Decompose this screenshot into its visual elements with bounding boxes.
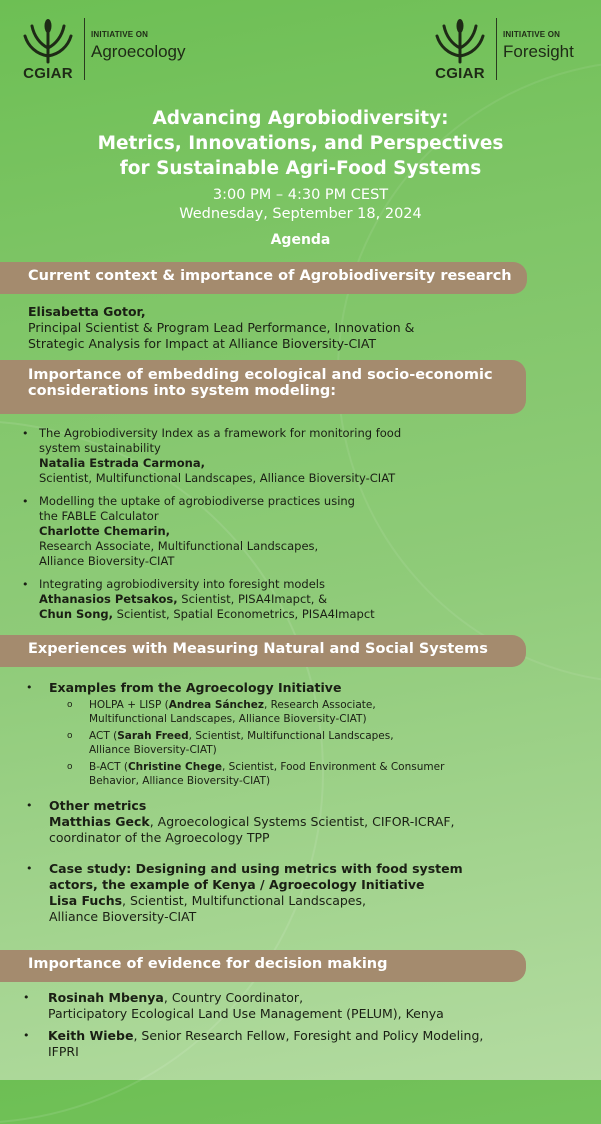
- speaker-name: Matthias Geck: [49, 814, 150, 829]
- speaker-role: , Country Coordinator,: [163, 990, 304, 1005]
- initiative-kicker: INITIATIVE ON: [503, 30, 561, 39]
- title-line: for Sustainable Agri-Food Systems: [119, 158, 482, 179]
- speaker-name: Christine Chege: [127, 761, 222, 773]
- agenda-item: [22, 577, 579, 622]
- agenda-item: [23, 990, 593, 1022]
- speaker-role: IFPRI: [48, 1044, 79, 1059]
- talk-title: the FABLE Calculator: [39, 509, 159, 523]
- speaker-name: Lisa Fuchs: [49, 893, 123, 908]
- agenda-item: [23, 1028, 593, 1060]
- sub-item: [67, 760, 589, 788]
- speaker-role: , Scientist, Food Environment & Consumer: [221, 761, 445, 773]
- event-time: [0, 186, 601, 224]
- talk-title: The Agrobiodiversity Index as a framework for monitoring food: [39, 426, 402, 440]
- event-date: Wednesday, September 18, 2024: [179, 206, 422, 222]
- section-banner: [0, 635, 526, 667]
- cgiar-wheat-logo-icon: [434, 18, 486, 64]
- speaker-role: Principal Scientist & Program Lead Performance, Innovation &: [28, 320, 415, 335]
- agenda-item: [26, 861, 589, 925]
- talk-title: Modelling the uptake of agrobiodiverse practices using: [39, 494, 355, 508]
- metric-name: B-ACT (: [89, 761, 128, 773]
- speaker-name: Sarah Freed: [117, 730, 189, 742]
- speaker-role: Scientist, PISA4Imapct, &: [177, 592, 328, 606]
- initiative-name: Agroecology: [91, 42, 186, 61]
- section-banner: [0, 360, 526, 414]
- speaker-block: [28, 304, 588, 352]
- initiative-name: Foresight: [503, 42, 574, 61]
- subsection-heading: Examples from the Agroecology Initiative: [49, 680, 342, 695]
- section-title: Experiences with Measuring Natural and Social Systems: [28, 641, 488, 657]
- speaker-role: , Agroecological Systems Scientist, CIFOR-ICRAF,: [149, 814, 455, 829]
- speaker-role: Scientist, Multifunctional Landscapes, Alliance Bioversity-CIAT: [39, 471, 396, 485]
- time-range: 3:00 PM – 4:30 PM CEST: [212, 187, 389, 203]
- speaker-name: Charlotte Chemarin,: [39, 524, 171, 538]
- speaker-name: Chun Song,: [39, 607, 113, 621]
- bullet: •: [26, 799, 33, 812]
- speaker-name: Athanasios Petsakos,: [39, 592, 178, 606]
- sub-item: [67, 729, 589, 757]
- bullet: •: [22, 427, 29, 440]
- logo-divider: [84, 18, 85, 80]
- speaker-role: Behavior, Alliance Bioversity-CIAT): [89, 775, 271, 787]
- speaker-role: Alliance Bioversity-CIAT: [49, 909, 197, 924]
- subsection-heading: Other metrics: [49, 798, 147, 813]
- cgiar-wordmark: CGIAR: [435, 65, 485, 82]
- subsection-heading: Case study: Designing and using metrics with food system: [49, 861, 463, 876]
- bullet: •: [22, 578, 29, 591]
- speaker-line: [39, 592, 579, 607]
- talk-title: Integrating agrobiodiversity into foresight models: [39, 577, 325, 591]
- speaker-role: , Research Associate,: [263, 699, 376, 711]
- speaker-name: Andrea Sánchez: [168, 699, 264, 711]
- speaker-role: , Scientist, Multifunctional Landscapes,: [188, 730, 394, 742]
- title-line: Metrics, Innovations, and Perspectives: [97, 133, 504, 154]
- metric-name: ACT (: [89, 730, 118, 742]
- speaker-role: , Senior Research Fellow, Foresight and Policy Modeling,: [133, 1028, 484, 1043]
- section-title: Importance of embedding ecological and socio-economic: [28, 367, 493, 383]
- metric-name: HOLPA + LISP (: [89, 699, 169, 711]
- agenda-heading: Agenda: [270, 232, 331, 248]
- speaker-name: Rosinah Mbenya: [48, 990, 164, 1005]
- subsection-heading: actors, the example of Kenya / Agroecology Initiative: [49, 877, 425, 892]
- speaker-name: Natalia Estrada Carmona,: [39, 456, 205, 470]
- speaker-role: Alliance Bioversity-CIAT): [89, 744, 217, 756]
- section-title: considerations into system modeling:: [28, 383, 337, 399]
- agenda-item: [22, 494, 579, 569]
- speaker-role: Strategic Analysis for Impact at Alliance Bioversity-CIAT: [28, 336, 377, 351]
- section-title: Importance of evidence for decision making: [28, 956, 388, 972]
- speaker-role: Scientist, Spatial Econometrics, PISA4Imapct: [112, 607, 375, 621]
- bullet: •: [26, 862, 33, 875]
- ring-bullet: o: [67, 762, 73, 772]
- agenda-item: [26, 680, 589, 696]
- sub-item: [67, 698, 589, 726]
- speaker-role: Alliance Bioversity-CIAT: [39, 554, 175, 568]
- section-banner: [0, 950, 526, 982]
- foresight-logo: [430, 18, 574, 86]
- initiative-kicker: INITIATIVE ON: [91, 30, 149, 39]
- bullet: •: [22, 495, 29, 508]
- agroecology-logo: [18, 18, 186, 86]
- agenda-item: [26, 798, 589, 846]
- logo-divider: [496, 18, 497, 80]
- speaker-role: Participatory Ecological Land Use Management (PELUM), Kenya: [48, 1006, 444, 1021]
- speaker-name: Elisabetta Gotor,: [28, 304, 146, 319]
- speaker-role: Research Associate, Multifunctional Landscapes,: [39, 539, 319, 553]
- agenda-item: [22, 426, 579, 486]
- ring-bullet: o: [67, 731, 73, 741]
- speaker-line: [39, 607, 579, 622]
- ring-bullet: o: [67, 700, 73, 710]
- bullet: •: [23, 1029, 30, 1042]
- cgiar-wordmark: CGIAR: [23, 65, 73, 82]
- cgiar-wheat-logo-icon: [22, 18, 74, 64]
- bullet: •: [26, 681, 33, 694]
- speaker-role: Multifunctional Landscapes, Alliance Bioversity-CIAT): [89, 713, 367, 725]
- event-title: [0, 106, 601, 181]
- speaker-name: Keith Wiebe: [48, 1028, 134, 1043]
- section-banner: [0, 262, 527, 294]
- speaker-role: coordinator of the Agroecology TPP: [49, 830, 270, 845]
- speaker-role: , Scientist, Multifunctional Landscapes,: [122, 893, 366, 908]
- title-line: Advancing Agrobiodiversity:: [152, 108, 449, 129]
- section-title: Current context & importance of Agrobiodiversity research: [28, 268, 512, 284]
- talk-title: system sustainability: [39, 441, 161, 455]
- bullet: •: [23, 991, 30, 1004]
